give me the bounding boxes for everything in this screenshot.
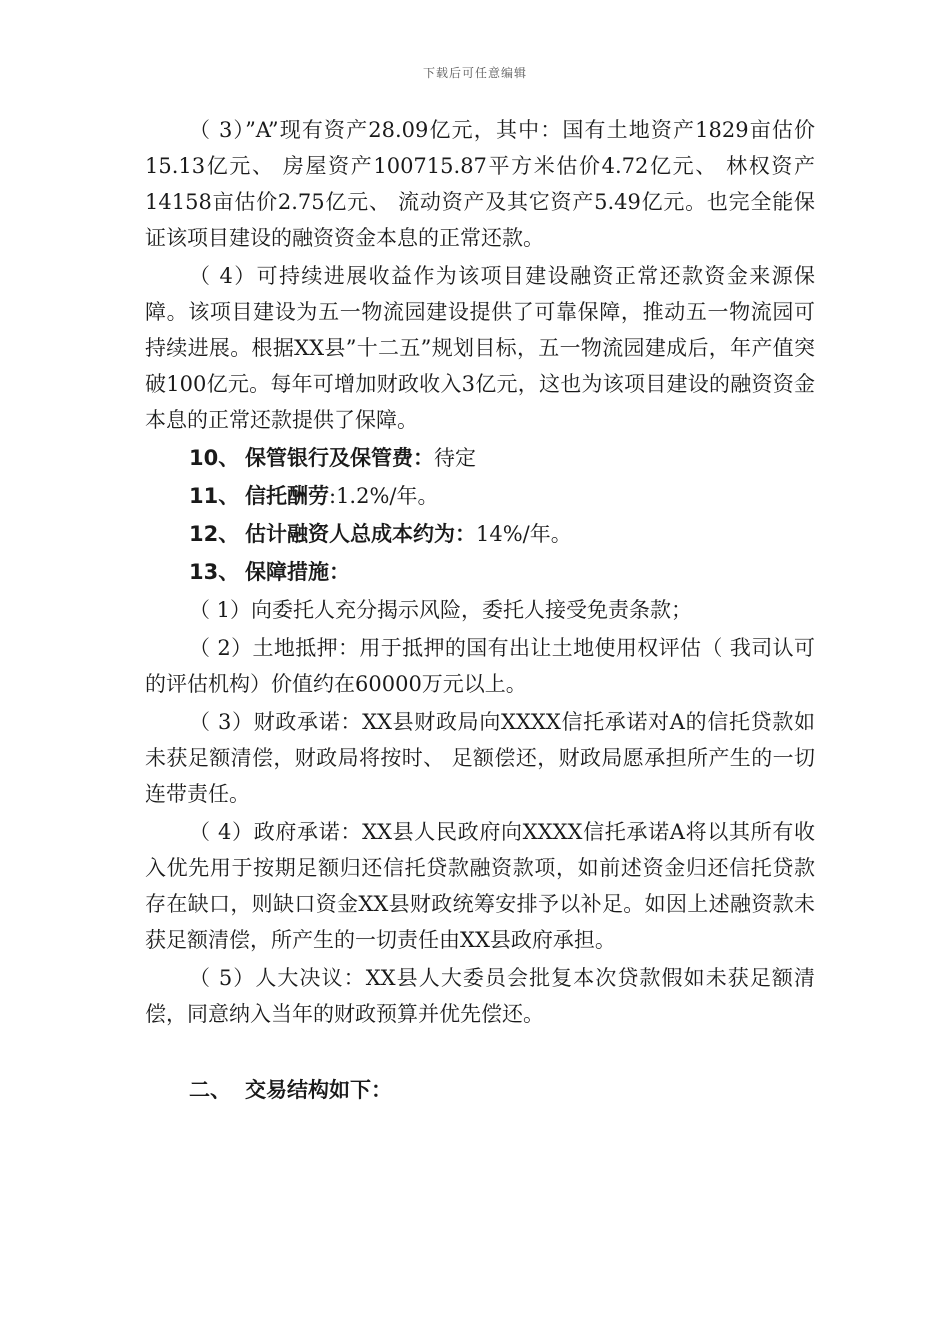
measure-fiscal-commitment: （ 3）财政承诺：XX县财政局向XXXX信托承诺对A的信托贷款如未获足额清偿，财政局将按时、 足额偿还，财政局愿承担所产生的一切连带责任。 xyxy=(145,710,815,806)
item-custody-bank xyxy=(145,440,815,476)
item-total-cost xyxy=(145,516,815,552)
item-number: 13、 xyxy=(189,560,240,584)
paragraph-sustainable-income: （ 4）可持续进展收益作为该项目建设融资正常还款资金来源保障。该项目建设为五一物流园建设提供了可靠保障，推动五一物流园可持续进展。根据XX县”十二五”规划目标，五一物流园建成后，年产值突破100亿元。每年可增加财政收入3亿元，这也为该项目建设的融资资金本息的正常还款提供了保障。 xyxy=(145,264,815,432)
measure-congress-resolution: （ 5）人大决议：XX县人大委员会批复本次贷款假如未获足额清偿，同意纳入当年的财政预算并优先偿还。 xyxy=(145,966,815,1026)
paragraph-assets: （ 3）”A”现有资产28.09亿元，其中：国有土地资产1829亩估价15.13亿元、 房屋资产100715.87平方米估价4.72亿元、 林权资产14158亩估价2.75亿元、 流动资产及其它资产5.49亿元。也完全能保证该项目建设的融资资金本息的正常还款。 xyxy=(145,118,815,250)
item-label: 信托酬劳 xyxy=(245,484,329,508)
section-number: 二、 xyxy=(189,1078,231,1102)
item-value: 14%/年。 xyxy=(476,522,572,546)
page-header: 下载后可任意编辑 xyxy=(422,66,527,80)
document-body xyxy=(145,112,815,1108)
item-value: 待定 xyxy=(434,446,476,470)
item-label: 估计融资人总成本约为： xyxy=(245,522,476,546)
measure-land-mortgage: （ 2）土地抵押：用于抵押的国有出让土地使用权评估（ 我司认可的评估机构）价值约在60000万元以上。 xyxy=(145,636,815,696)
item-number: 10、 xyxy=(189,446,240,470)
item-number: 12、 xyxy=(189,522,240,546)
measure-government-commitment: （ 4）政府承诺：XX县人民政府向XXXX信托承诺A将以其所有收入优先用于按期足额归还信托贷款融资款项，如前述资金归还信托贷款存在缺口，则缺口资金XX县财政统筹安排予以补足。如因上述融资款未获足额清偿，所产生的一切责任由XX县政府承担。 xyxy=(145,820,815,952)
item-trust-fee xyxy=(145,478,815,514)
item-guarantee-measures xyxy=(145,554,815,590)
section-title: 交易结构如下： xyxy=(245,1078,392,1102)
item-value: :1.2%/年。 xyxy=(329,484,439,508)
section-heading xyxy=(145,1072,815,1108)
item-label: 保障措施： xyxy=(245,560,350,584)
measure-risk-disclosure: （ 1）向委托人充分揭示风险，委托人接受免责条款； xyxy=(189,598,693,622)
item-label: 保管银行及保管费： xyxy=(245,446,434,470)
item-number: 11、 xyxy=(189,484,240,508)
